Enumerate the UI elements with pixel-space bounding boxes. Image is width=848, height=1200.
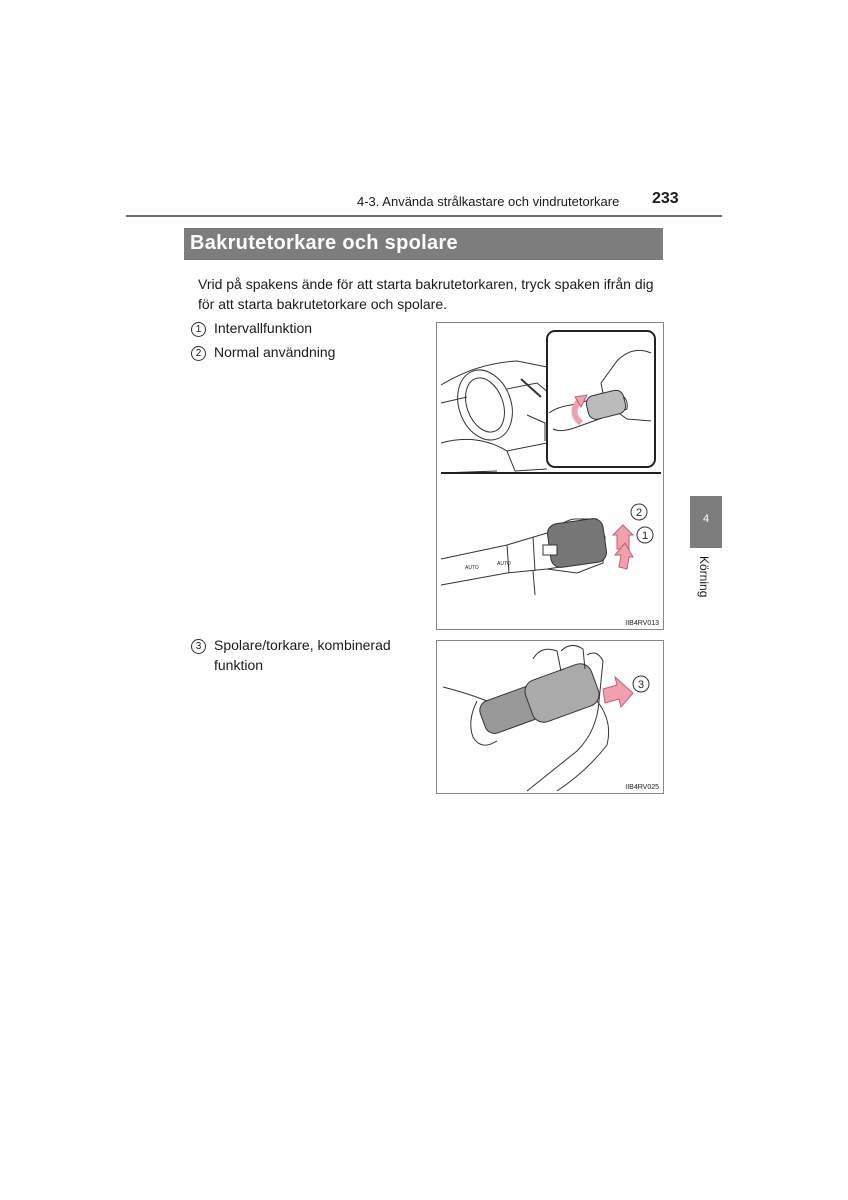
item-label: Intervallfunktion xyxy=(214,320,313,336)
header-section-title: 4-3. Använda strålkastare och vindrutetorkare xyxy=(357,194,620,209)
list-item-3 xyxy=(191,635,421,675)
list-item-2 xyxy=(191,342,421,362)
callout-3: 3 xyxy=(637,679,645,691)
callout-1: 1 xyxy=(641,530,649,542)
section-heading: Bakrutetorkare och spolare xyxy=(184,228,663,260)
page-number: 233 xyxy=(652,190,679,207)
lever-label-auto-outer: AUTO xyxy=(465,565,479,571)
item-label: Normal användning xyxy=(214,344,336,360)
chapter-tab: 4 xyxy=(690,496,722,548)
figure-code: IIB4RV025 xyxy=(625,784,659,791)
figure-code: IIB4RV013 xyxy=(625,620,659,627)
figure-washer-lever xyxy=(436,640,664,794)
intro-paragraph: Vrid på spakens ände för att starta bakrutetorkaren, tryck spaken ifrån dig för att starta bakrutetorkare och spolare. xyxy=(198,276,654,312)
number-badge: 2 xyxy=(191,346,206,361)
item-label: Spolare/torkare, kombinerad funktion xyxy=(214,637,391,673)
chapter-label: Körning xyxy=(697,556,711,598)
wiper-lever-illustration xyxy=(437,323,665,631)
number-badge: 3 xyxy=(191,639,206,654)
washer-lever-illustration xyxy=(437,641,665,795)
header-rule xyxy=(126,215,722,217)
list-item-1 xyxy=(191,318,421,338)
figure-wiper-lever xyxy=(436,322,664,630)
number-badge: 1 xyxy=(191,322,206,337)
lever-label-auto-inner: AUTO xyxy=(497,561,511,567)
callout-2: 2 xyxy=(635,507,643,519)
